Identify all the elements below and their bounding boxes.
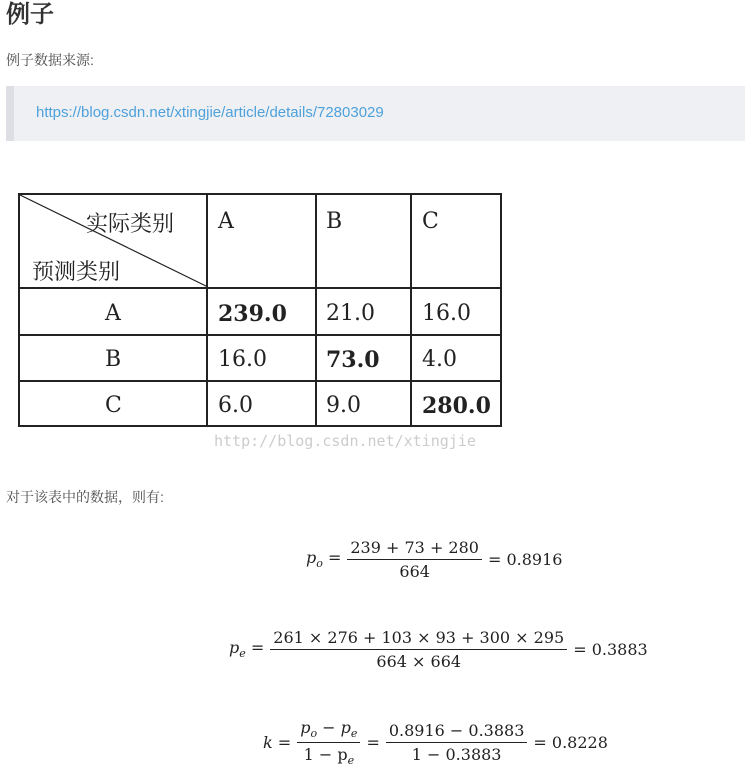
cell: 16.0 (422, 301, 471, 326)
column-divider (206, 195, 208, 425)
col-header: A (218, 209, 234, 234)
column-divider (410, 195, 412, 425)
formula-pe: $p_e$ = $\frac{261 \times 276 + 103 \times 93 + 300 \times 295}{664 \times 664}$ = 0.3883 (229, 628, 648, 671)
cell: 239.0 (218, 301, 287, 327)
row-label: B (105, 347, 122, 372)
column-divider (315, 195, 317, 425)
cell: 16.0 (218, 347, 267, 372)
cell: 4.0 (422, 347, 457, 372)
formula-po: $p_o$ = $\frac{239 + 73 + 280}{664}$ = 0.8916 (306, 538, 563, 581)
row-label: A (105, 301, 121, 326)
intro-text: 对于该表中的数据，则有: (6, 489, 164, 505)
header-predicted: 预测类别 (32, 260, 121, 285)
formula-kappa: k = $\frac{p_o - p_e}{1 - p_e}$ = $\frac{0.8916 - 0.3883}{1 - 0.3883}$ = 0.8228 (263, 718, 608, 768)
row-divider (20, 380, 500, 382)
source-label: 例子数据来源: (6, 52, 94, 68)
row-divider (20, 287, 500, 289)
cell: 280.0 (422, 393, 491, 419)
confusion-matrix-image (18, 193, 502, 427)
col-header: C (422, 209, 439, 234)
row-divider (20, 334, 500, 336)
row-label: C (105, 393, 122, 418)
cell: 9.0 (326, 393, 361, 418)
cell: 73.0 (326, 347, 380, 373)
blockquote (6, 86, 745, 141)
col-header: B (326, 209, 343, 234)
source-link[interactable]: https://blog.csdn.net/xtingjie/article/details/72803029 (36, 104, 384, 121)
cell: 21.0 (326, 301, 375, 326)
cell: 6.0 (218, 393, 253, 418)
header-actual: 实际类别 (86, 212, 175, 237)
watermark: http://blog.csdn.net/xtingjie (214, 432, 476, 450)
section-heading: 例子 (6, 1, 54, 28)
